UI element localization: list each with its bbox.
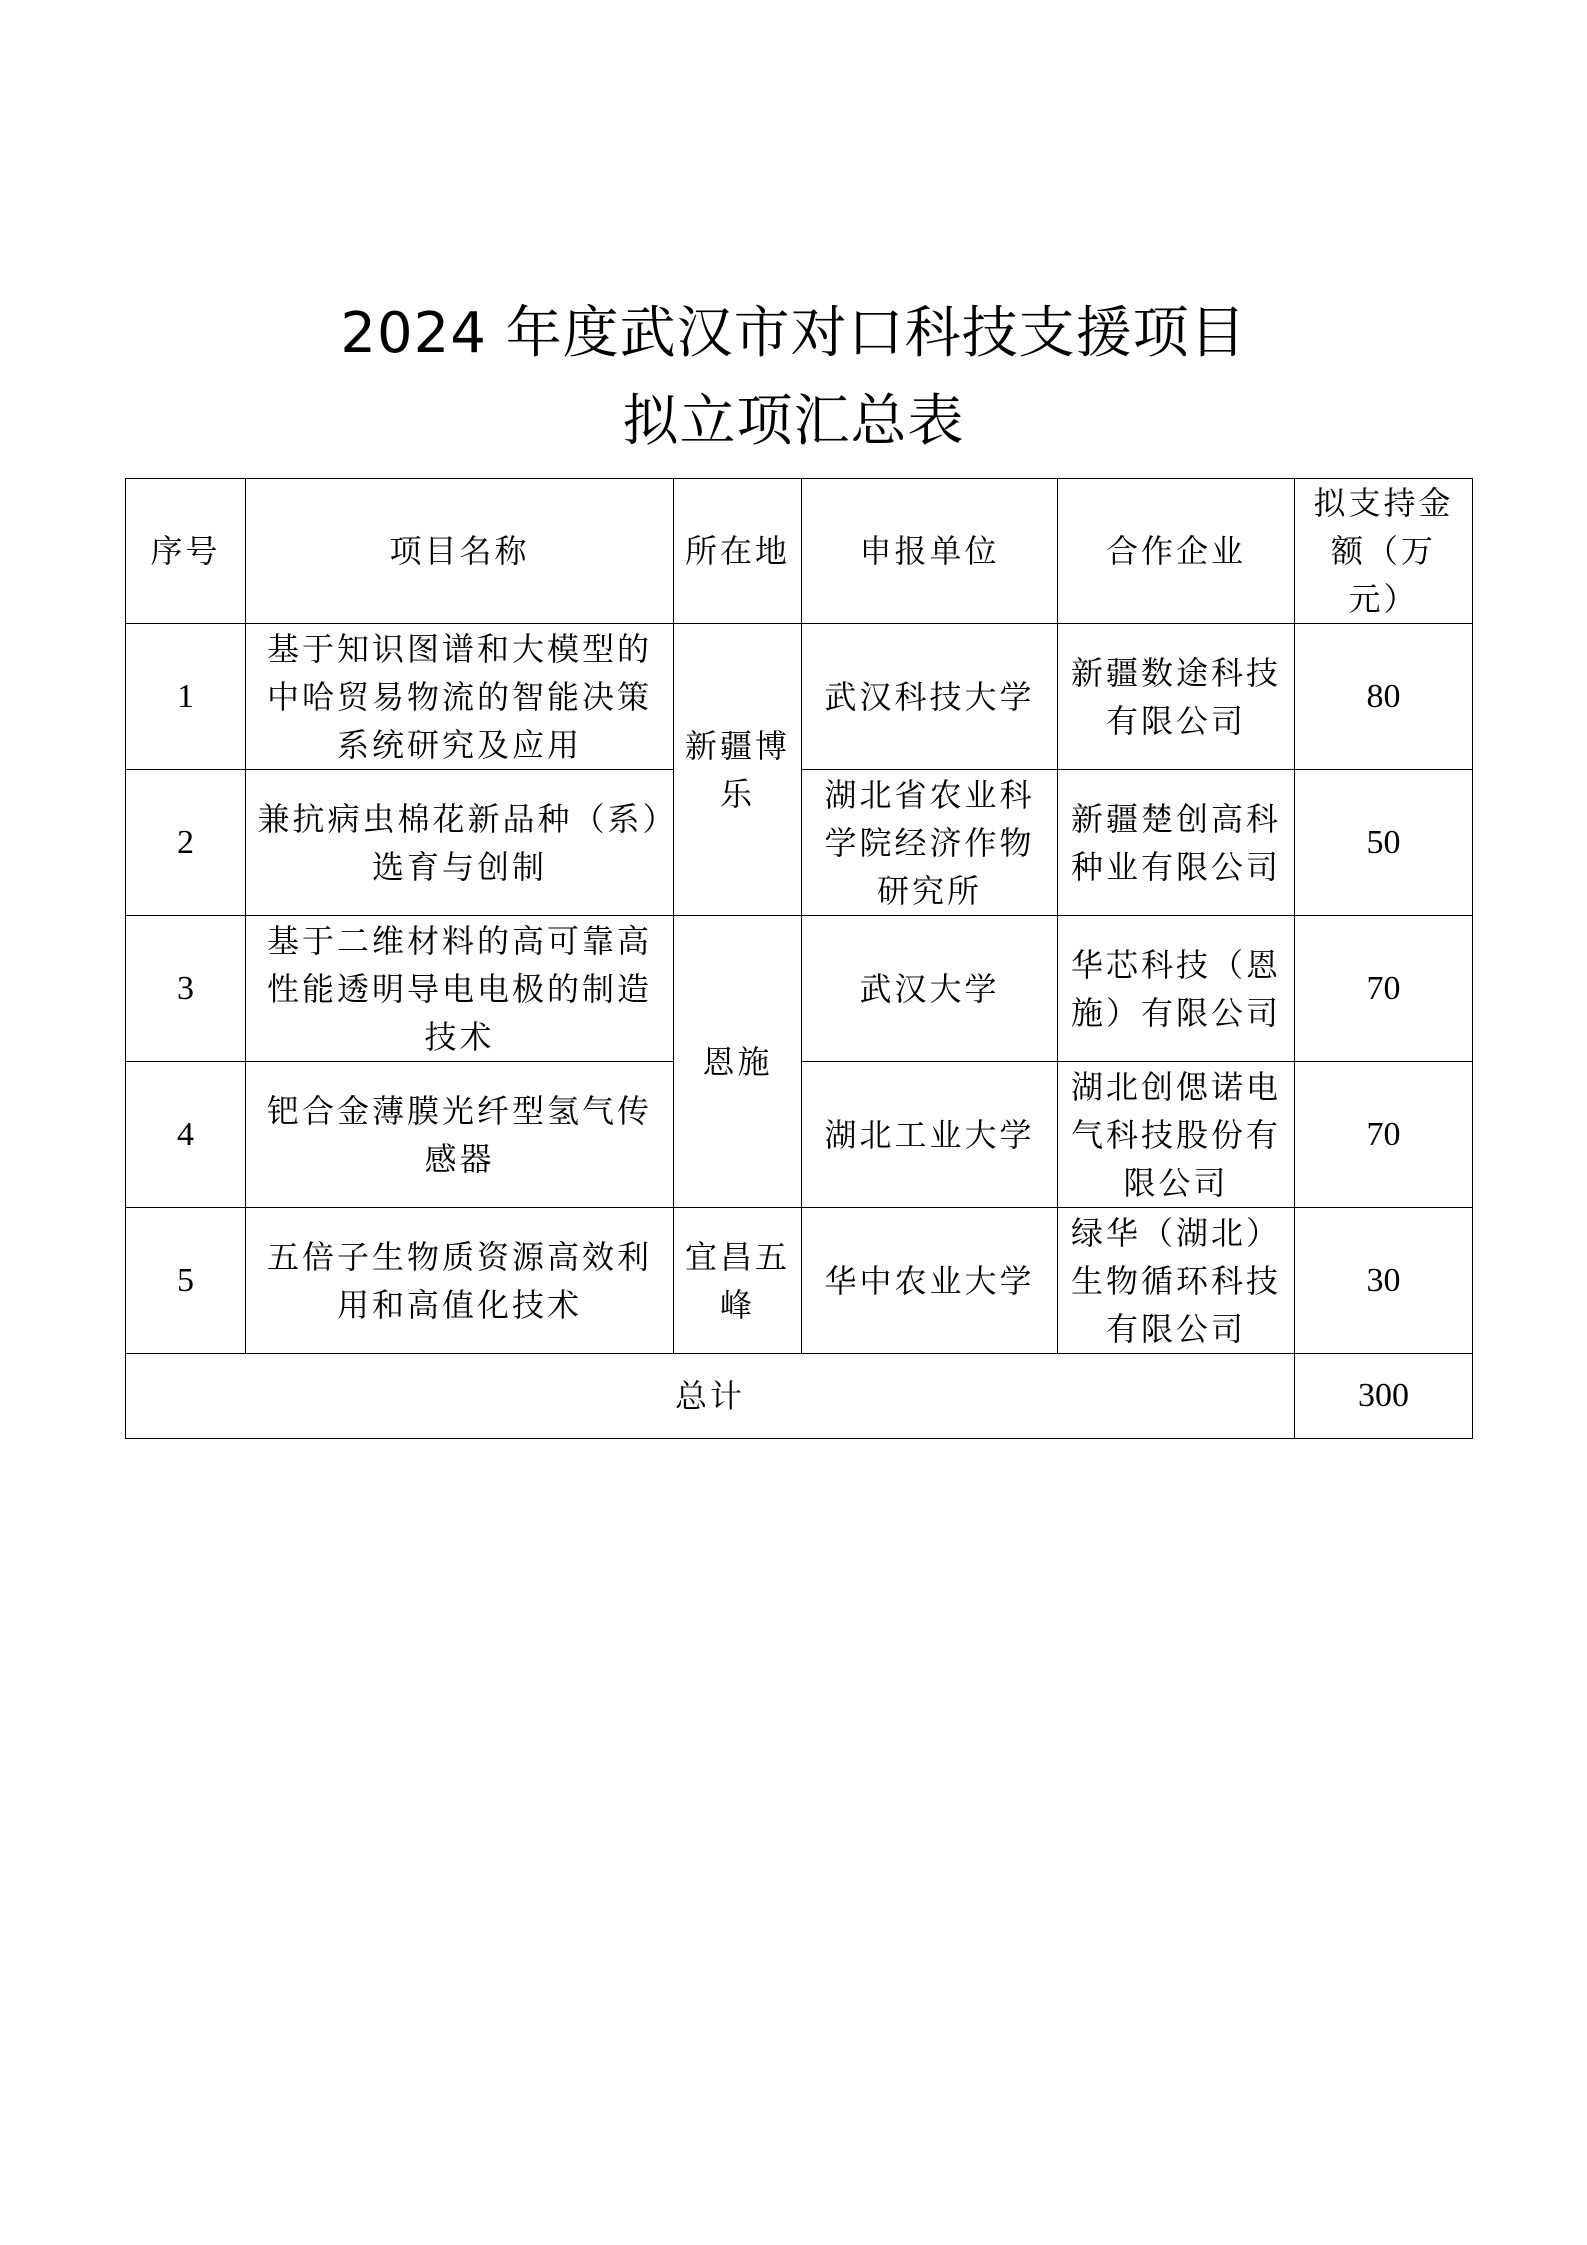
row-index: 5 [126, 1208, 246, 1354]
table-row [126, 624, 1473, 770]
row-partner: 湖北创偲诺电气科技股份有限公司 [1058, 1062, 1295, 1208]
document-title-line-2: 拟立项汇总表 [622, 389, 965, 454]
row-applicant: 武汉大学 [802, 916, 1058, 1062]
row-project-name: 基于知识图谱和大模型的中哈贸易物流的智能决策系统研究及应用 [246, 624, 674, 770]
header-location: 所在地 [674, 479, 802, 624]
row-index: 3 [126, 916, 246, 1062]
row-index: 1 [126, 624, 246, 770]
row-funding: 50 [1295, 770, 1473, 916]
row-funding: 70 [1295, 1062, 1473, 1208]
row-index: 2 [126, 770, 246, 916]
row-applicant: 湖北工业大学 [802, 1062, 1058, 1208]
header-index: 序号 [126, 479, 246, 624]
total-label: 总计 [126, 1354, 1295, 1439]
row-location: 宜昌五峰 [674, 1208, 802, 1354]
row-location: 恩施 [674, 916, 802, 1208]
row-location: 新疆博乐 [674, 624, 802, 916]
header-project-name: 项目名称 [246, 479, 674, 624]
project-summary-table [125, 478, 1473, 1439]
row-funding: 80 [1295, 624, 1473, 770]
row-project-name: 基于二维材料的高可靠高性能透明导电电极的制造技术 [246, 916, 674, 1062]
row-partner: 绿华（湖北）生物循环科技有限公司 [1058, 1208, 1295, 1354]
row-funding: 30 [1295, 1208, 1473, 1354]
table-total-row [126, 1354, 1473, 1439]
table-header-row [126, 479, 1473, 624]
row-partner: 新疆数途科技有限公司 [1058, 624, 1295, 770]
header-partner: 合作企业 [1058, 479, 1295, 624]
document-title-line-1: 2024 年度武汉市对口科技支援项目 [340, 301, 1247, 366]
row-project-name: 钯合金薄膜光纤型氢气传感器 [246, 1062, 674, 1208]
header-applicant: 申报单位 [802, 479, 1058, 624]
row-project-name: 五倍子生物质资源高效利用和高值化技术 [246, 1208, 674, 1354]
table-row [126, 1208, 1473, 1354]
row-project-name: 兼抗病虫棉花新品种（系）选育与创制 [246, 770, 674, 916]
row-funding: 70 [1295, 916, 1473, 1062]
row-partner: 新疆楚创高科种业有限公司 [1058, 770, 1295, 916]
table-row [126, 916, 1473, 1062]
header-funding: 拟支持金额（万元） [1295, 479, 1473, 624]
row-partner: 华芯科技（恩施）有限公司 [1058, 916, 1295, 1062]
row-index: 4 [126, 1062, 246, 1208]
row-applicant: 湖北省农业科学院经济作物研究所 [802, 770, 1058, 916]
total-value: 300 [1295, 1354, 1473, 1439]
row-applicant: 华中农业大学 [802, 1208, 1058, 1354]
row-applicant: 武汉科技大学 [802, 624, 1058, 770]
